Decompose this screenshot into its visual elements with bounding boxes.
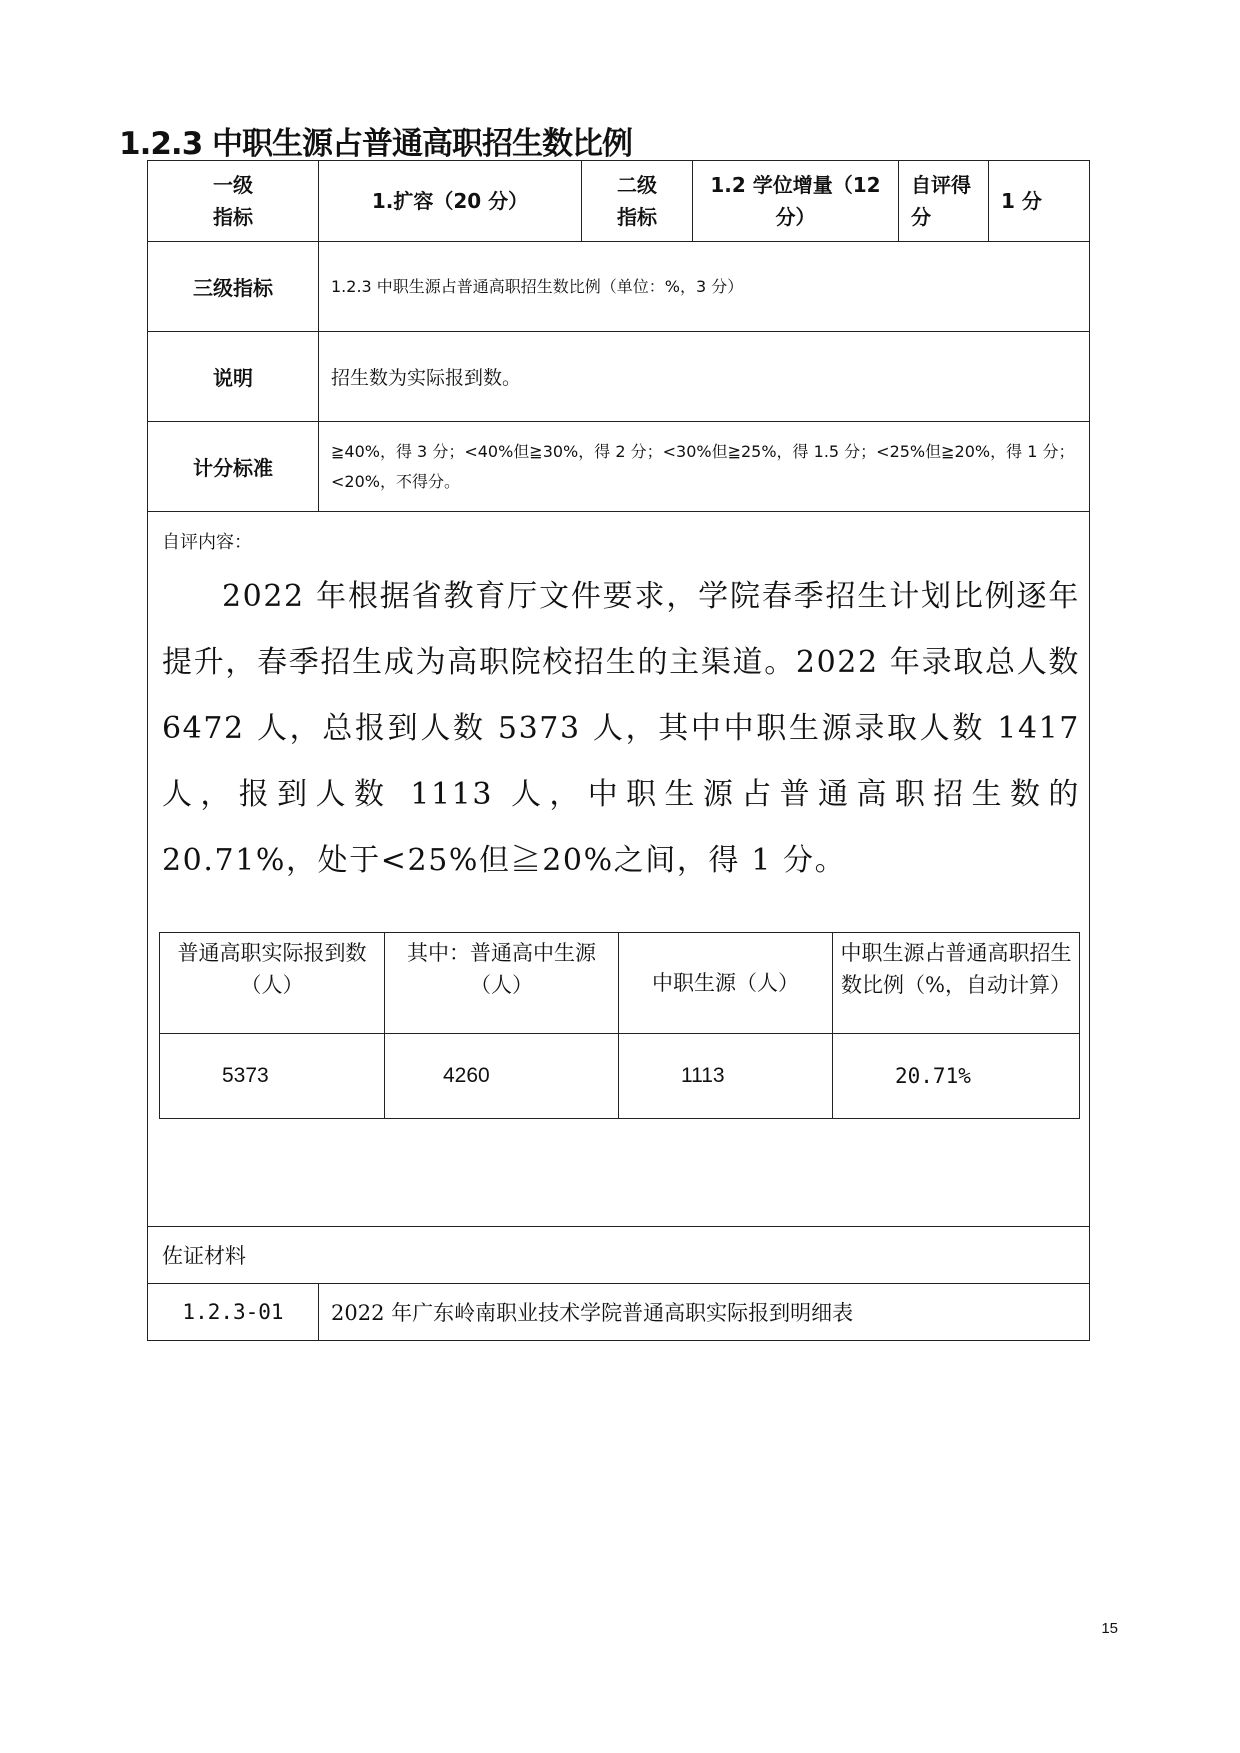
scoring-label: 计分标准 [148, 422, 319, 512]
self-eval-cell [148, 512, 1090, 1227]
stats-header-row [160, 933, 1080, 1034]
description-row [148, 332, 1090, 422]
evidence-item-code: 1.2.3-01 [148, 1284, 319, 1341]
scoring-row [148, 422, 1090, 512]
page-number: 15 [1101, 1620, 1118, 1637]
level2-label: 二级 指标 [582, 161, 693, 242]
level3-value: 1.2.3 中职生源占普通高职招生数比例（单位：%，3 分） [319, 242, 1090, 332]
self-score-value: 1 分 [989, 161, 1090, 242]
level2-value: 1.2 学位增量（12 分） [693, 161, 899, 242]
section-title: 1.2.3 中职生源占普通高职招生数比例 [119, 126, 633, 162]
stats-table [159, 932, 1080, 1119]
evidence-title-row [148, 1227, 1090, 1284]
evidence-item-text: 2022 年广东岭南职业技术学院普通高职实际报到明细表 [319, 1284, 1090, 1341]
stats-value-vocational: 1113 [619, 1034, 833, 1119]
level1-value: 1.扩容（20 分） [319, 161, 582, 242]
stats-header-highschool: 其中：普通高中生源（人） [385, 933, 619, 1034]
level3-row [148, 242, 1090, 332]
header-row [148, 161, 1090, 242]
level3-label: 三级指标 [148, 242, 319, 332]
indicator-table [147, 160, 1090, 1341]
stats-header-total: 普通高职实际报到数（人） [160, 933, 385, 1034]
self-eval-row [148, 512, 1090, 1227]
description-value: 招生数为实际报到数。 [319, 332, 1090, 422]
self-score-label: 自评得 分 [899, 161, 989, 242]
level1-label: 一级 指标 [148, 161, 319, 242]
scoring-value: ≧40%，得 3 分；<40%但≧30%，得 2 分；<30%但≧25%，得 1.5 分；<25%但≧20%，得 1 分；<20%，不得分。 [319, 422, 1090, 512]
stats-value-row [160, 1034, 1080, 1119]
self-eval-body: 2022 年根据省教育厅文件要求，学院春季招生计划比例逐年提升，春季招生成为高职院校招生的主渠道。2022 年录取总人数 6472 人，总报到人数 5373 人，其中中职生源录取人数 1417 人，报到人数 1113 人，中职生源占普通高职招生数的 20.71%，处于<25%但≧20%之间，得 1 分。 [162, 579, 1080, 878]
stats-value-ratio: 20.71% [833, 1034, 1080, 1119]
stats-value-total: 5373 [160, 1034, 385, 1119]
evidence-item-row [148, 1284, 1090, 1341]
stats-header-ratio: 中职生源占普通高职招生数比例（%，自动计算） [833, 933, 1080, 1034]
evidence-label: 佐证材料 [148, 1227, 1090, 1284]
self-eval-label: 自评内容： [162, 532, 252, 553]
description-label: 说明 [148, 332, 319, 422]
stats-value-highschool: 4260 [385, 1034, 619, 1119]
stats-header-vocational: 中职生源（人） [619, 933, 833, 1034]
